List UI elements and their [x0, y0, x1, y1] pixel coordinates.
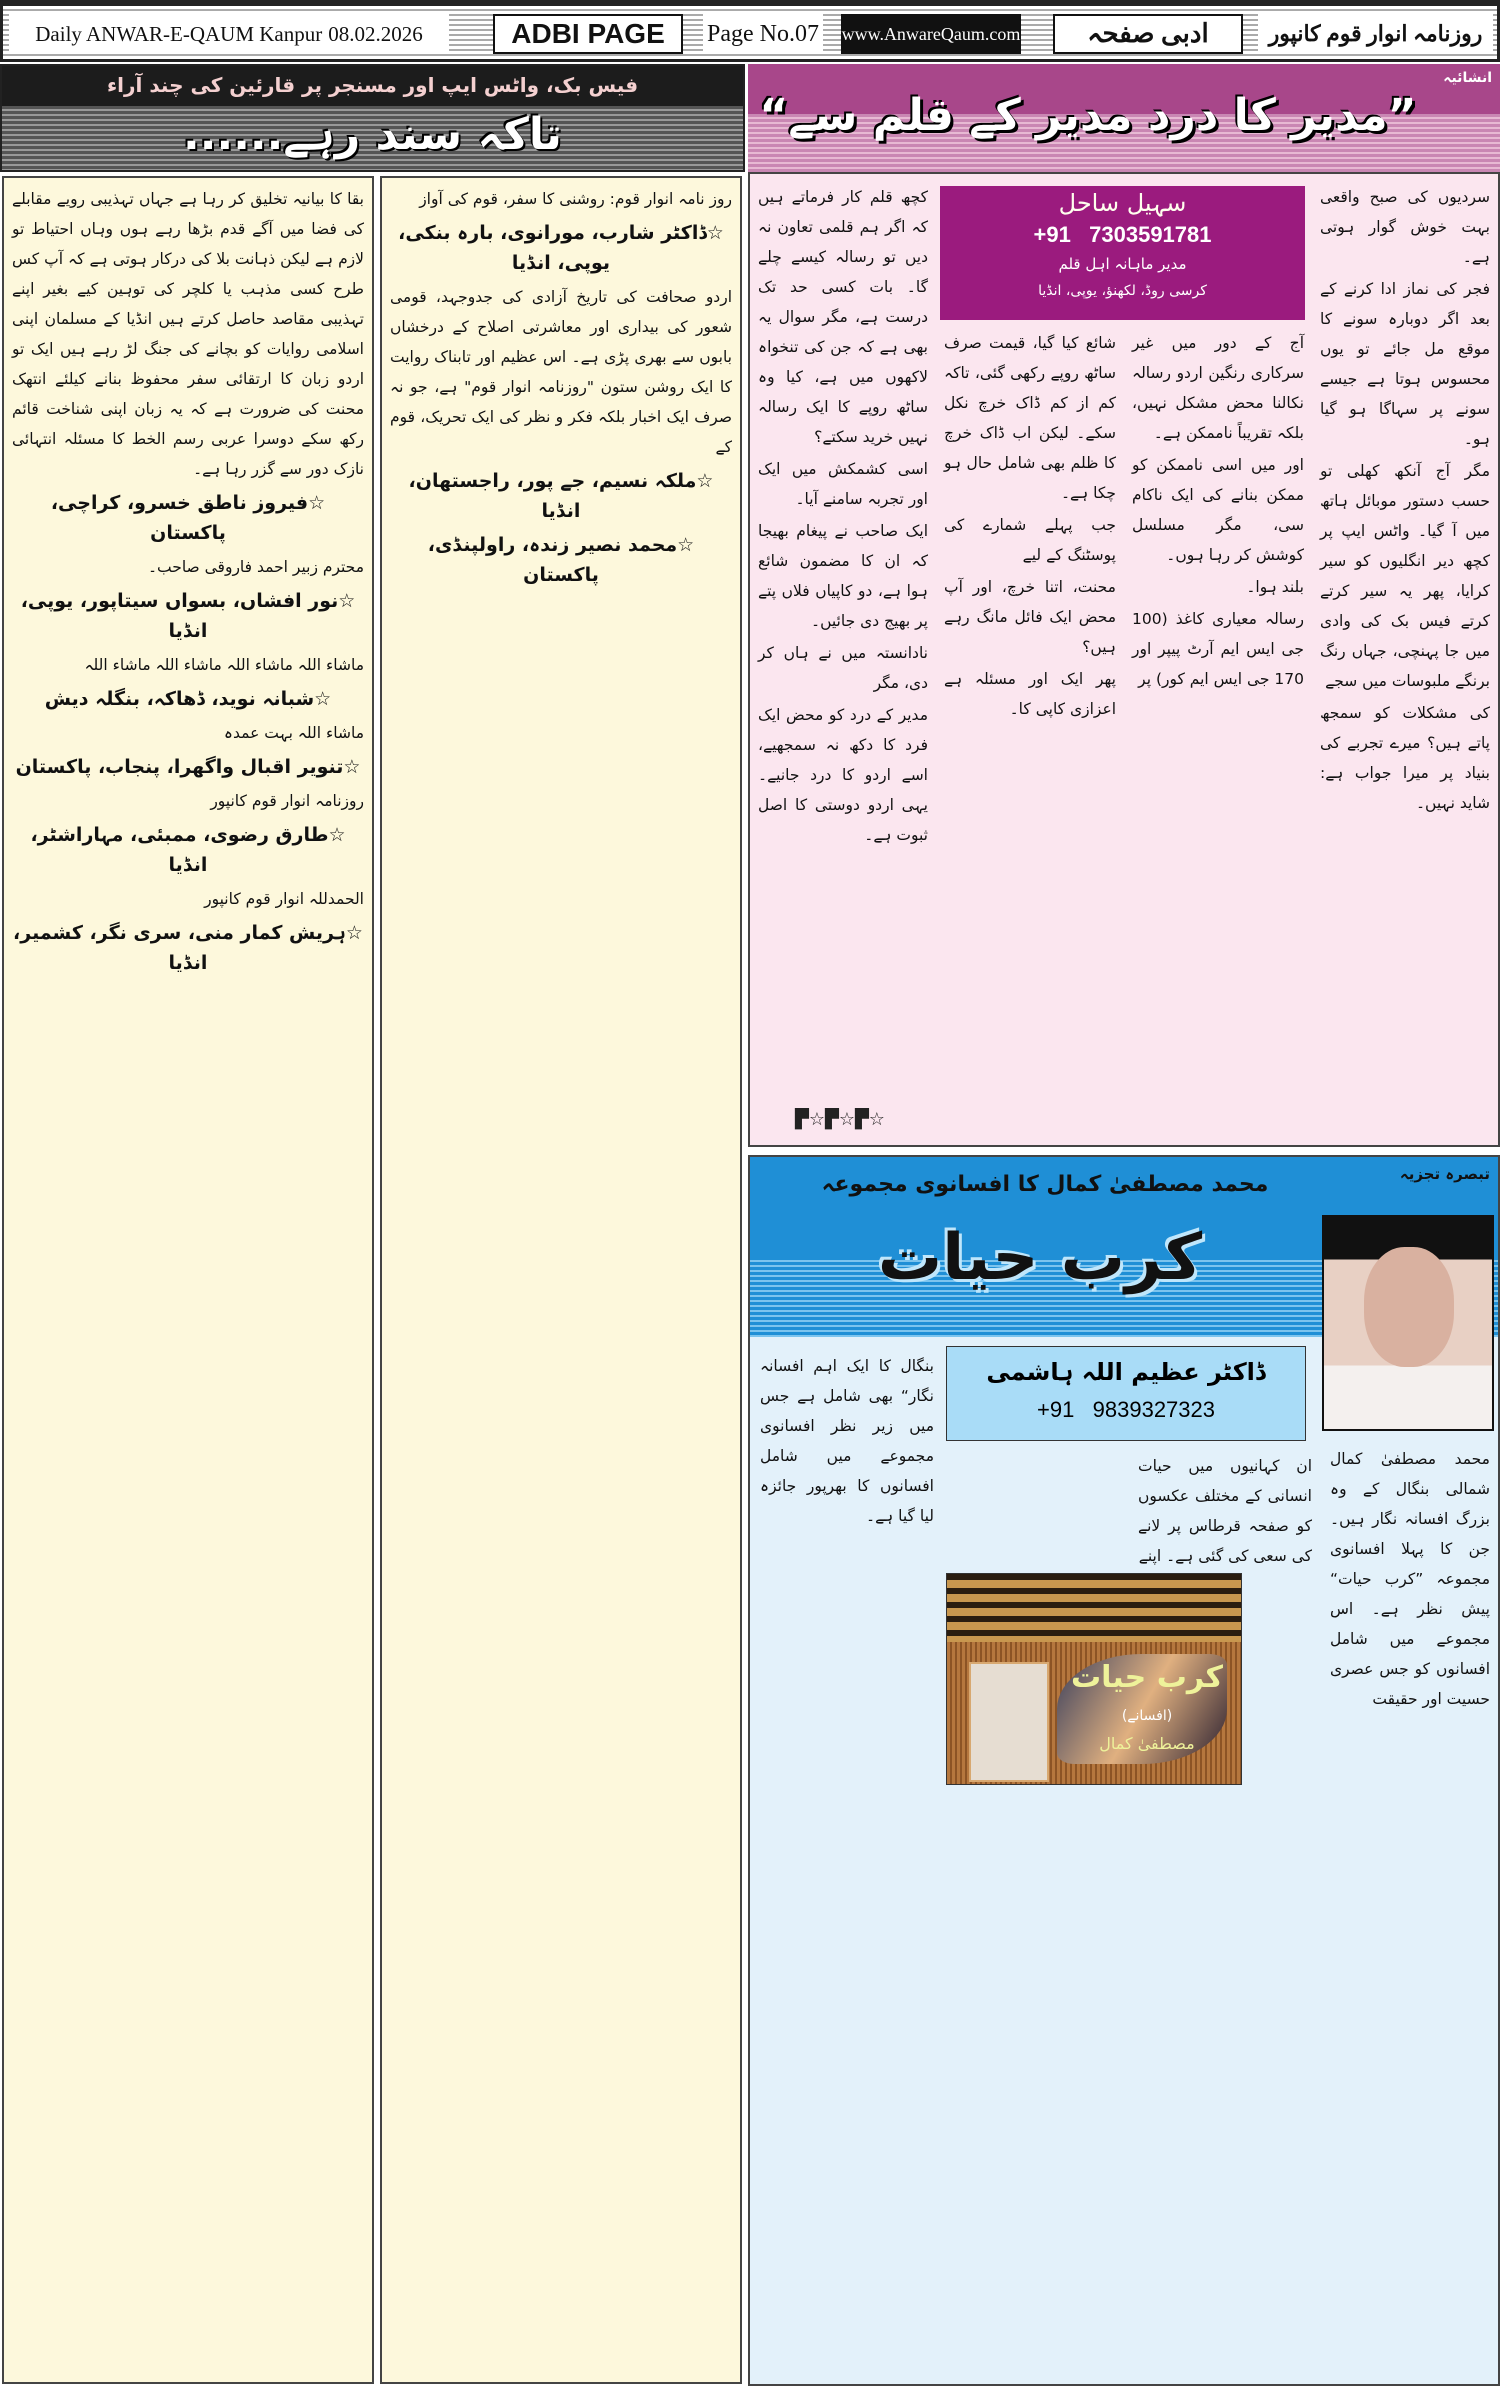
editor-column-3: [936, 322, 1124, 1141]
contributor-name: ☆ہریش کمار منی، سری نگر، کشمیر، انڈیا: [13, 922, 363, 974]
paragraph: نادانستہ میں نے ہاں کر دی، مگر: [758, 644, 928, 692]
editor-author-designation: مدیر ماہانہ اہل قلم: [1058, 255, 1187, 273]
review-column-3: [752, 1345, 942, 1745]
contributor-name: ☆ملکہ نسیم، جے پور، راجستھان، انڈیا: [408, 470, 714, 522]
paragraph: کچھ قلم کار فرماتے ہیں کہ اگر ہم قلمی تعاون نہ دیں تو رسالہ کیسے چلے گا۔ بات کسی حد تک درست ہے، مگر سوال یہ بھی ہے کہ جن کی تنخواہ لاکھوں میں ہے، کیا وہ ساٹھ روپے کا ایک رسالہ نہیں خرید سکتے؟: [758, 188, 928, 446]
page-number: Page No.07: [703, 14, 823, 54]
paragraph: مگر آج آنکھ کھلی تو حسب دستور موبائل ہاتھ میں آ گیا۔ واٹس ایپ پر کچھ دیر انگلیوں کو سیر کرایا، پھر یہ سیر کرتے کرتے فیس بک کی وادی میں جا پہنچی، جہاں رنگ برنگے ملبوسات میں سجے: [1320, 462, 1490, 690]
masthead: [0, 0, 1500, 62]
paragraph: مدیر کے درد کو محض ایک فرد کا دکھ نہ سمجھیے، اسے اردو کا درد جانیے۔ یہی اردو دوستی کا اصل ثبوت ہے۔: [758, 706, 928, 844]
contributor-name: ☆محمد نصیر زندہ، راولپنڈی، پاکستان: [427, 534, 695, 586]
reviewer-subject-photo: [1322, 1215, 1494, 1431]
paragraph: محمد مصطفیٰ کمال شمالی بنگال کے وہ بزرگ افسانہ نگار ہیں۔ جن کا پہلا افسانوی مجموعہ ”کرب حیات“ پیش نظر ہے۔ اس مجموعے میں شامل افسانوں کو جس عصری حسیت اور حقیقت: [1330, 1450, 1490, 1708]
editor-column-1: [1312, 176, 1498, 1141]
paper-name-ur: روزنامہ انوار قوم کانپور: [1258, 14, 1493, 54]
editor-column-4: [750, 176, 936, 1096]
editor-column-2: [1124, 322, 1312, 1141]
paragraph: محترم زبیر احمد فاروقی صاحب۔: [147, 558, 364, 576]
end-mark-icon: ▛☆▛☆▛☆: [795, 1109, 885, 1130]
paragraph: پھر ایک اور مسئلہ ہے اعزازی کاپی کا۔: [944, 670, 1116, 718]
issue-date: 08.02.2026: [328, 21, 423, 46]
book-cover-subtitle: (افسانے): [1121, 1708, 1173, 1724]
editor-article-header: [748, 64, 1500, 172]
readers-opinion-header: [0, 64, 745, 172]
paragraph: بنگال کا ایک اہم افسانہ نگار“ بھی شامل ہے جس میں زیر نظر افسانوی مجموعے میں شامل افسانوں کا بھرپور جائزہ لیا گیا ہے۔: [760, 1357, 934, 1525]
paper-title-en: Daily ANWAR-E-QAUM Kanpur: [35, 21, 323, 46]
website-link[interactable]: www.AnwareQaum.com: [841, 14, 1021, 54]
paragraph: الحمدللہ انوار قوم کانپور: [204, 890, 364, 908]
review-headline: کرب حیات: [877, 1221, 1203, 1295]
section-label-ur: ادبی صفحہ: [1053, 14, 1243, 54]
review-author-phone: +91 9839327323: [1036, 1397, 1215, 1422]
readers-column-2: [380, 176, 742, 2384]
paragraph: اور میں اسی ناممکن کو ممکن بنانے کی ایک ناکام سی، مگر مسلسل کوشش کر رہا ہوں۔: [1132, 456, 1304, 564]
paragraph: سردیوں کی صبح واقعی بہت خوش گوار ہوتی ہے۔: [1320, 188, 1490, 266]
book-cover-image: [946, 1573, 1242, 1785]
editor-author-name: سہیل ساحل: [1058, 189, 1187, 217]
paragraph: ایک صاحب نے پیغام بھیجا کہ ان کا مضمون شائع ہوا ہے، دو کاپیاں فلاں پتے پر بھیج دی جائیں۔: [758, 522, 928, 630]
paragraph: روزنامہ انوار قوم کانپور: [210, 792, 364, 810]
contributor-name: ☆طارق رضوی، ممبئی، مہاراشٹر، انڈیا: [30, 824, 346, 876]
paragraph: ماشاء اللہ ماشاء اللہ ماشاء اللہ ماشاء اللہ: [84, 656, 364, 674]
paragraph: فجر کی نماز ادا کرنے کے بعد اگر دوبارہ سونے کا موقع مل جائے تو یوں محسوس ہوتا ہے جیسے سونے پر سہاگا ہو گیا ہو۔: [1320, 280, 1490, 448]
contributor-name: ☆تنویر اقبال واگھرا، پنجاب، پاکستان: [15, 756, 361, 778]
paragraph: جب پہلے شمارے کی پوسٹنگ کے لیے: [944, 516, 1116, 564]
paragraph: بقا کا بیانیہ تخلیق کر رہا ہے جہاں تہذیبی رویے مقابلے کی فضا میں آگے قدم بڑھا رہے ہوں وہاں احتیاط تو لازم ہے لیکن ذہانت بلا کی درکار ہوتی ہے کہ آپ کس طرح کسی مذہب یا کلچر کی توہین کیے بغیر اپنے تہذیبی مقاصد حاصل کرتے ہیں انڈیا کے مسلمان اپنی اسلامی روایات کو بچانے کی جنگ لڑ رہے ہیں ایک تو اردو زبان کا ارتقائی سفر محفوظ بنانے کیلئے انتھک محنت کی ضرورت ہے کہ یہ زبان اپنی شناخت قائم رکھ سکے دوسرا عربی رسم الخط کا مسئلہ انتہائی نازک دور سے گزر رہا ہے۔: [12, 190, 364, 478]
book-cover-author: مصطفیٰ کمال: [1099, 1734, 1195, 1753]
editor-article-label: انشائیہ: [1443, 70, 1492, 86]
contributor-name: ☆ڈاکٹر شارب، مورانوی، بارہ بنکی، یوپی، انڈیا: [398, 222, 724, 274]
review-article-label: تبصرہ تجزیہ: [1399, 1165, 1490, 1183]
paragraph: ماشاء اللہ بہت عمدہ: [223, 724, 364, 742]
paragraph: ان کہانیوں میں حیات انسانی کے مختلف عکسوں کو صفحہ قرطاس پر لانے کی سعی کی گئی ہے۔ اپنے: [1138, 1457, 1312, 1565]
paragraph: شائع کیا گیا، قیمت صرف ساٹھ روپے رکھی گئی، تاکہ کم از کم ڈاک خرچ نکل سکے۔ لیکن اب ڈاک خرچ کا ظلم بھی شامل حال ہو چکا ہے۔: [944, 334, 1116, 502]
section-label-en: ADBI PAGE: [493, 14, 683, 54]
paragraph: کی مشکلات کو سمجھ پاتے ہیں؟ میرے تجربے کی بنیاد پر میرا جواب ہے: شاید نہیں۔: [1320, 704, 1490, 812]
review-column-1: [1322, 1438, 1498, 2383]
contributor-name: ☆فیروز ناطق خسرو، کراچی، پاکستان: [50, 492, 326, 544]
review-kicker: محمد مصطفیٰ کمال کا افسانوی مجموعہ: [821, 1172, 1269, 1197]
editor-author-box: [940, 186, 1305, 320]
book-cover-title: کرب حیات: [1071, 1660, 1223, 1695]
contributor-name: ☆شبانہ نوید، ڈھاکہ، بنگلہ دیش: [44, 688, 332, 710]
contributor-name: ☆نور افشاں، بسواں سیتاپور، یوپی، انڈیا: [20, 590, 356, 642]
paragraph: بلند ہوا۔: [1246, 578, 1304, 596]
paragraph: اسی کشمکش میں ایک اور تجربہ سامنے آیا۔: [758, 460, 928, 508]
editor-author-address: کرسی روڈ، لکھنؤ، یوپی، انڈیا: [1038, 283, 1207, 299]
review-column-2: [1130, 1445, 1320, 1565]
readers-opinion-kicker: فیس بک، واٹس ایپ اور مسنجر پر قارئین کی چند آراء: [106, 73, 639, 97]
face-shape: [1364, 1247, 1454, 1367]
readers-column-1: [2, 176, 374, 2384]
review-author-name: ڈاکٹر عظیم اللہ ہاشمی: [986, 1358, 1266, 1386]
masthead-left-title: [9, 14, 449, 54]
paragraph: روز نامہ انوار قوم: روشنی کا سفر، قوم کی آواز: [419, 190, 732, 208]
paragraph: محنت، اتنا خرچ، اور آپ محض ایک فائل مانگ رہے ہیں؟: [944, 578, 1116, 656]
review-author-box: [946, 1346, 1306, 1441]
paragraph: اردو صحافت کی تاریخ آزادی کی جدوجہد، قومی شعور کی بیداری اور معاشرتی اصلاح کے درخشاں بابوں سے بھری پڑی ہے۔ اس عظیم اور تابناک روایت کا ایک روشن ستون "روزنامہ انوار قوم" ہے، جو نہ صرف ایک اخبار بلکہ فکر و نظر کی ایک تحریک، قوم کے: [390, 288, 732, 456]
paragraph: آج کے دور میں غیر سرکاری رنگین اردو رسالہ نکالنا محض مشکل نہیں، بلکہ تقریباً ناممکن ہے۔: [1132, 334, 1304, 442]
paragraph: رسالہ معیاری کاغذ (100 جی ایس ایم آرٹ پیپر اور 170 جی ایس ایم کور) پر: [1132, 610, 1304, 688]
readers-opinion-headline: تاکہ سند رہے......: [183, 109, 562, 160]
editor-author-phone: +91 7303591781: [1033, 222, 1212, 247]
book-author-photo: [969, 1662, 1049, 1782]
editor-article-headline: ”مدیر کا درد مدیر کے قلم سے“: [759, 90, 1417, 141]
